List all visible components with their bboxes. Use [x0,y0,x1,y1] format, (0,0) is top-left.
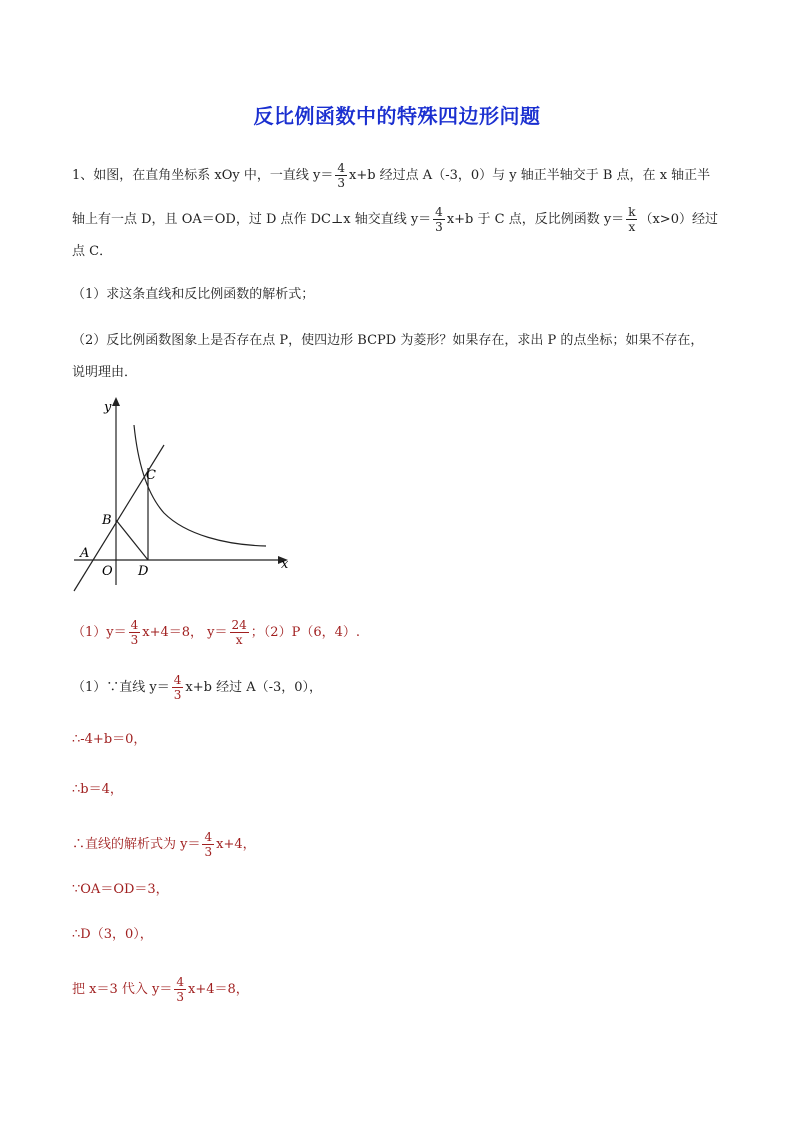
fraction: $\frac{24}{x}$ [231,618,247,647]
solution-step-3: ∴b＝4， [72,782,123,797]
problem-text: x+b 于 C 点，反比例函数 y＝ [446,211,625,227]
solution-step-7: 把 x＝3 代入 y＝ $\frac{4}{3}$ x+4＝8， [72,975,249,1004]
segment-BD [116,520,148,560]
fraction: $\frac{4}{3}$ [337,161,345,190]
label-x: x [281,557,289,572]
solution-step-2: ∴-4+b＝0， [72,732,147,747]
fraction: $\frac{4}{3}$ [130,618,139,647]
label-B: B [102,513,112,528]
label-C: C [146,468,156,483]
y-axis-arrow [112,397,120,406]
line-ABC [74,445,164,591]
question-2-line-1: （2）反比例函数图象上是否存在点 P，使四边形 BCPD 为菱形？如果存在，求出 P 的点坐标；如果不存在， [72,333,704,348]
solution-step-5: ∵OA＝OD＝3， [72,882,169,897]
label-A: A [80,546,90,561]
geometry-figure [66,395,306,595]
page-title: 反比例函数中的特殊四边形问题 [253,104,541,128]
question-1: （1）求这条直线和反比例函数的解析式； [72,287,315,302]
answer-line: （1）y＝ $\frac{4}{3}$ x+4＝8， y＝ $\frac{24}{x}$ ；（2）P（6，4）. [72,618,360,647]
problem-text: 轴上有一点 D，且 OA＝OD，过 D 点作 DC⊥x 轴交直线 y＝ [72,211,432,227]
problem-line-2 [72,205,718,234]
solution-step-4: ∴直线的解析式为 y＝ $\frac{4}{3}$ x+4， [72,830,256,859]
solution-step-1: （1）∵直线 y＝ $\frac{4}{3}$ x+b 经过 A（-3，0）， [72,673,323,702]
label-D: D [138,564,149,579]
label-O: O [102,564,113,579]
fraction: $\frac{k}{x}$ [628,205,636,234]
fraction: $\frac{4}{3}$ [173,673,182,702]
fraction: $\frac{4}{3}$ [204,830,213,859]
problem-line-3: 点 C． [72,244,113,259]
problem-text: x+b 经过点 A（-3，0）与 y 轴正半轴交于 B 点，在 x 轴正半 [349,167,711,183]
hyperbola-curve [134,425,266,546]
problem-line-1 [72,161,710,190]
solution-step-6: ∴D（3，0）， [72,927,153,942]
fraction: $\frac{4}{3}$ [435,205,443,234]
label-y: y [104,400,112,415]
question-2-line-2: 说明理由． [72,365,138,380]
problem-text: （x>0）经过 [639,211,718,227]
problem-text: 1、如图，在直角坐标系 xOy 中，一直线 y＝ [72,167,334,183]
fraction: $\frac{4}{3}$ [176,975,184,1004]
